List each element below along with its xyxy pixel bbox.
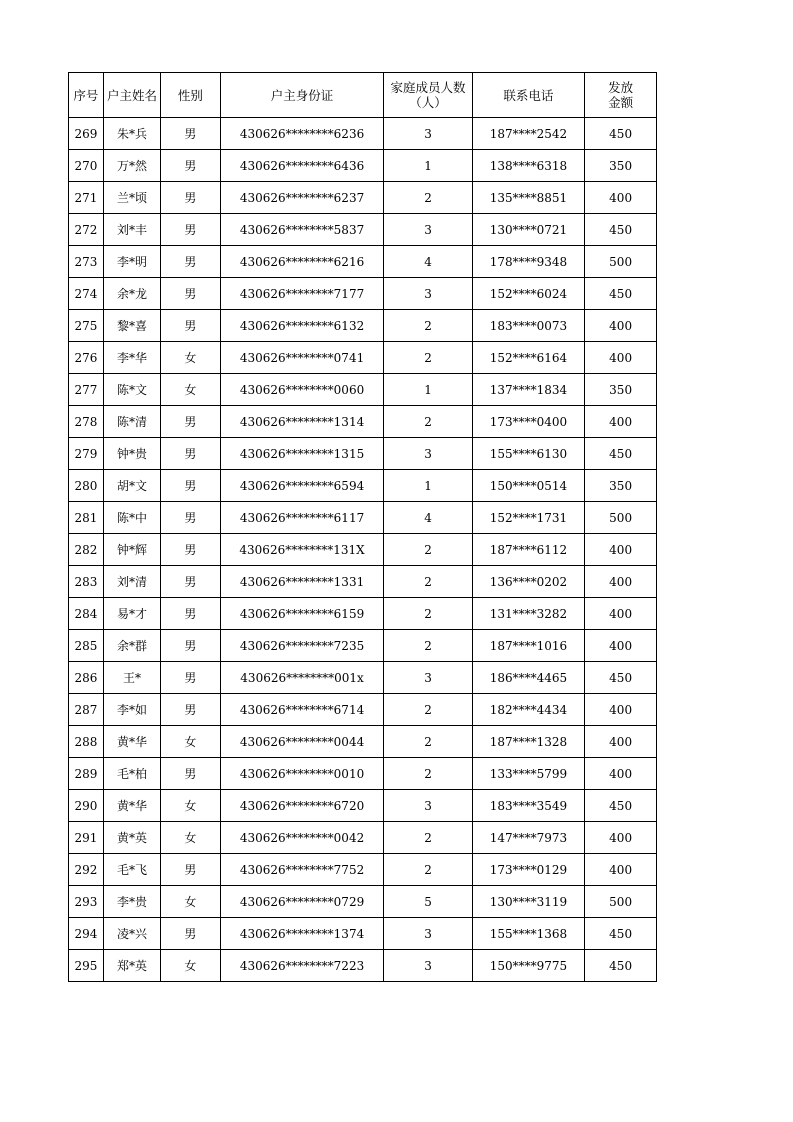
cell-seq: 276 — [69, 342, 104, 374]
table-row — [69, 502, 657, 534]
cell-amount: 450 — [585, 662, 657, 694]
header-row — [69, 73, 657, 118]
cell-amount: 400 — [585, 310, 657, 342]
cell-seq: 283 — [69, 566, 104, 598]
cell-amount: 400 — [585, 726, 657, 758]
cell-seq: 293 — [69, 886, 104, 918]
cell-id-card: 430626********0044 — [220, 726, 384, 758]
cell-seq: 286 — [69, 662, 104, 694]
table-row — [69, 278, 657, 310]
cell-phone: 150****0514 — [472, 470, 585, 502]
cell-seq: 277 — [69, 374, 104, 406]
cell-members: 2 — [384, 758, 472, 790]
cell-phone: 155****1368 — [472, 918, 585, 950]
cell-gender: 女 — [161, 726, 220, 758]
cell-name: 钟*辉 — [103, 534, 160, 566]
cell-members: 1 — [384, 374, 472, 406]
cell-phone: 136****0202 — [472, 566, 585, 598]
cell-phone: 152****6024 — [472, 278, 585, 310]
cell-seq: 284 — [69, 598, 104, 630]
cell-gender: 女 — [161, 342, 220, 374]
cell-gender: 男 — [161, 854, 220, 886]
cell-id-card: 430626********6594 — [220, 470, 384, 502]
cell-amount: 400 — [585, 694, 657, 726]
cell-phone: 173****0129 — [472, 854, 585, 886]
cell-name: 陈*中 — [103, 502, 160, 534]
cell-members: 5 — [384, 886, 472, 918]
cell-members: 3 — [384, 214, 472, 246]
cell-members: 2 — [384, 310, 472, 342]
cell-name: 黎*喜 — [103, 310, 160, 342]
cell-gender: 男 — [161, 438, 220, 470]
table-row — [69, 886, 657, 918]
table-row — [69, 182, 657, 214]
cell-amount: 450 — [585, 950, 657, 982]
cell-amount: 400 — [585, 598, 657, 630]
cell-name: 兰*顷 — [103, 182, 160, 214]
cell-members: 3 — [384, 662, 472, 694]
cell-name: 胡*文 — [103, 470, 160, 502]
cell-members: 2 — [384, 822, 472, 854]
cell-phone: 182****4434 — [472, 694, 585, 726]
cell-seq: 272 — [69, 214, 104, 246]
cell-seq: 273 — [69, 246, 104, 278]
table-row — [69, 438, 657, 470]
table-row — [69, 310, 657, 342]
cell-members: 1 — [384, 150, 472, 182]
table-row — [69, 822, 657, 854]
table-row — [69, 694, 657, 726]
table-row — [69, 950, 657, 982]
cell-members: 2 — [384, 406, 472, 438]
cell-members: 4 — [384, 246, 472, 278]
cell-name: 毛*飞 — [103, 854, 160, 886]
cell-name: 郑*英 — [103, 950, 160, 982]
cell-members: 3 — [384, 950, 472, 982]
cell-gender: 男 — [161, 118, 220, 150]
header-amount-line1: 发放 — [608, 80, 634, 95]
cell-name: 余*龙 — [103, 278, 160, 310]
cell-phone: 135****8851 — [472, 182, 585, 214]
cell-amount: 400 — [585, 342, 657, 374]
table-row — [69, 630, 657, 662]
cell-members: 4 — [384, 502, 472, 534]
cell-name: 黄*华 — [103, 790, 160, 822]
cell-gender: 男 — [161, 694, 220, 726]
header-amount — [585, 73, 657, 118]
cell-gender: 男 — [161, 598, 220, 630]
cell-amount: 400 — [585, 182, 657, 214]
cell-name: 黄*英 — [103, 822, 160, 854]
cell-name: 黄*华 — [103, 726, 160, 758]
cell-members: 2 — [384, 566, 472, 598]
cell-id-card: 430626********1314 — [220, 406, 384, 438]
cell-phone: 130****0721 — [472, 214, 585, 246]
cell-members: 3 — [384, 278, 472, 310]
header-gender: 性别 — [161, 73, 220, 118]
cell-seq: 274 — [69, 278, 104, 310]
table-row — [69, 758, 657, 790]
cell-gender: 男 — [161, 534, 220, 566]
cell-id-card: 430626********6132 — [220, 310, 384, 342]
cell-name: 钟*贵 — [103, 438, 160, 470]
cell-members: 3 — [384, 118, 472, 150]
table-row — [69, 598, 657, 630]
cell-id-card: 430626********1315 — [220, 438, 384, 470]
cell-phone: 130****3119 — [472, 886, 585, 918]
cell-amount: 450 — [585, 278, 657, 310]
cell-amount: 400 — [585, 630, 657, 662]
cell-seq: 281 — [69, 502, 104, 534]
header-members — [384, 73, 472, 118]
cell-name: 易*才 — [103, 598, 160, 630]
header-id-card: 户主身份证 — [220, 73, 384, 118]
table-row — [69, 566, 657, 598]
cell-phone: 173****0400 — [472, 406, 585, 438]
cell-phone: 186****4465 — [472, 662, 585, 694]
table-row — [69, 406, 657, 438]
table-row — [69, 854, 657, 886]
cell-seq: 275 — [69, 310, 104, 342]
cell-id-card: 430626********6436 — [220, 150, 384, 182]
cell-seq: 271 — [69, 182, 104, 214]
cell-phone: 152****6164 — [472, 342, 585, 374]
cell-gender: 男 — [161, 150, 220, 182]
cell-phone: 150****9775 — [472, 950, 585, 982]
cell-members: 2 — [384, 630, 472, 662]
cell-gender: 男 — [161, 758, 220, 790]
cell-id-card: 430626********0042 — [220, 822, 384, 854]
header-amount-line2: 金额 — [608, 95, 634, 110]
cell-phone: 183****0073 — [472, 310, 585, 342]
cell-amount: 450 — [585, 214, 657, 246]
cell-name: 王* — [103, 662, 160, 694]
cell-amount: 400 — [585, 534, 657, 566]
cell-amount: 400 — [585, 822, 657, 854]
cell-name: 李*如 — [103, 694, 160, 726]
cell-seq: 270 — [69, 150, 104, 182]
header-name: 户主姓名 — [103, 73, 160, 118]
subsidy-table — [68, 72, 657, 982]
table-row — [69, 374, 657, 406]
table-row — [69, 726, 657, 758]
cell-members: 3 — [384, 790, 472, 822]
cell-members: 2 — [384, 694, 472, 726]
cell-gender: 男 — [161, 630, 220, 662]
cell-phone: 178****9348 — [472, 246, 585, 278]
cell-id-card: 430626********1374 — [220, 918, 384, 950]
cell-phone: 133****5799 — [472, 758, 585, 790]
cell-gender: 女 — [161, 790, 220, 822]
cell-phone: 147****7973 — [472, 822, 585, 854]
cell-id-card: 430626********6159 — [220, 598, 384, 630]
cell-gender: 男 — [161, 310, 220, 342]
cell-phone: 155****6130 — [472, 438, 585, 470]
cell-amount: 350 — [585, 150, 657, 182]
cell-gender: 女 — [161, 950, 220, 982]
cell-id-card: 430626********0741 — [220, 342, 384, 374]
cell-id-card: 430626********6720 — [220, 790, 384, 822]
cell-seq: 294 — [69, 918, 104, 950]
cell-id-card: 430626********7177 — [220, 278, 384, 310]
cell-id-card: 430626********0060 — [220, 374, 384, 406]
cell-id-card: 430626********131X — [220, 534, 384, 566]
cell-amount: 500 — [585, 886, 657, 918]
cell-amount: 400 — [585, 758, 657, 790]
cell-amount: 400 — [585, 566, 657, 598]
cell-gender: 男 — [161, 214, 220, 246]
cell-seq: 290 — [69, 790, 104, 822]
cell-phone: 152****1731 — [472, 502, 585, 534]
header-members-line2: （人） — [409, 95, 447, 110]
table-header — [69, 73, 657, 118]
cell-id-card: 430626********7752 — [220, 854, 384, 886]
cell-name: 陈*清 — [103, 406, 160, 438]
cell-name: 朱*兵 — [103, 118, 160, 150]
cell-id-card: 430626********0010 — [220, 758, 384, 790]
cell-name: 刘*清 — [103, 566, 160, 598]
cell-members: 2 — [384, 854, 472, 886]
cell-seq: 278 — [69, 406, 104, 438]
cell-name: 万*然 — [103, 150, 160, 182]
cell-name: 陈*文 — [103, 374, 160, 406]
cell-members: 2 — [384, 342, 472, 374]
cell-amount: 450 — [585, 918, 657, 950]
cell-amount: 450 — [585, 438, 657, 470]
cell-name: 刘*丰 — [103, 214, 160, 246]
cell-seq: 279 — [69, 438, 104, 470]
cell-gender: 男 — [161, 406, 220, 438]
cell-gender: 男 — [161, 278, 220, 310]
cell-gender: 男 — [161, 566, 220, 598]
cell-members: 3 — [384, 438, 472, 470]
cell-phone: 183****3549 — [472, 790, 585, 822]
cell-id-card: 430626********6216 — [220, 246, 384, 278]
cell-gender: 男 — [161, 182, 220, 214]
cell-id-card: 430626********6236 — [220, 118, 384, 150]
cell-members: 1 — [384, 470, 472, 502]
cell-gender: 男 — [161, 918, 220, 950]
cell-seq: 282 — [69, 534, 104, 566]
cell-gender: 男 — [161, 502, 220, 534]
cell-phone: 187****6112 — [472, 534, 585, 566]
cell-members: 3 — [384, 918, 472, 950]
table-row — [69, 662, 657, 694]
cell-id-card: 430626********0729 — [220, 886, 384, 918]
table-row — [69, 118, 657, 150]
cell-id-card: 430626********7223 — [220, 950, 384, 982]
cell-members: 2 — [384, 598, 472, 630]
cell-phone: 187****2542 — [472, 118, 585, 150]
cell-name: 凌*兴 — [103, 918, 160, 950]
cell-name: 余*群 — [103, 630, 160, 662]
table-row — [69, 918, 657, 950]
cell-amount: 500 — [585, 246, 657, 278]
cell-seq: 285 — [69, 630, 104, 662]
cell-id-card: 430626********1331 — [220, 566, 384, 598]
cell-id-card: 430626********6117 — [220, 502, 384, 534]
cell-id-card: 430626********6714 — [220, 694, 384, 726]
cell-name: 李*明 — [103, 246, 160, 278]
header-phone: 联系电话 — [472, 73, 585, 118]
cell-amount: 350 — [585, 470, 657, 502]
cell-phone: 187****1328 — [472, 726, 585, 758]
cell-amount: 400 — [585, 406, 657, 438]
cell-name: 李*华 — [103, 342, 160, 374]
cell-phone: 138****6318 — [472, 150, 585, 182]
cell-gender: 男 — [161, 470, 220, 502]
table-row — [69, 470, 657, 502]
table-row — [69, 790, 657, 822]
cell-amount: 400 — [585, 854, 657, 886]
cell-seq: 287 — [69, 694, 104, 726]
cell-name: 李*贵 — [103, 886, 160, 918]
cell-id-card: 430626********6237 — [220, 182, 384, 214]
cell-seq: 292 — [69, 854, 104, 886]
cell-amount: 450 — [585, 790, 657, 822]
cell-seq: 269 — [69, 118, 104, 150]
cell-seq: 291 — [69, 822, 104, 854]
cell-members: 2 — [384, 534, 472, 566]
cell-amount: 350 — [585, 374, 657, 406]
table-row — [69, 342, 657, 374]
cell-phone: 131****3282 — [472, 598, 585, 630]
header-members-line1: 家庭成员人数 — [390, 80, 466, 95]
table-row — [69, 246, 657, 278]
cell-phone: 187****1016 — [472, 630, 585, 662]
cell-gender: 女 — [161, 886, 220, 918]
cell-seq: 288 — [69, 726, 104, 758]
cell-seq: 289 — [69, 758, 104, 790]
cell-id-card: 430626********001x — [220, 662, 384, 694]
cell-gender: 男 — [161, 662, 220, 694]
cell-name: 毛*柏 — [103, 758, 160, 790]
cell-gender: 男 — [161, 246, 220, 278]
table-row — [69, 150, 657, 182]
table-body — [69, 118, 657, 982]
cell-members: 2 — [384, 182, 472, 214]
cell-phone: 137****1834 — [472, 374, 585, 406]
cell-amount: 500 — [585, 502, 657, 534]
cell-seq: 295 — [69, 950, 104, 982]
cell-gender: 女 — [161, 374, 220, 406]
cell-id-card: 430626********7235 — [220, 630, 384, 662]
cell-amount: 450 — [585, 118, 657, 150]
cell-seq: 280 — [69, 470, 104, 502]
cell-id-card: 430626********5837 — [220, 214, 384, 246]
cell-gender: 女 — [161, 822, 220, 854]
header-seq: 序号 — [69, 73, 104, 118]
cell-members: 2 — [384, 726, 472, 758]
table-row — [69, 214, 657, 246]
table-row — [69, 534, 657, 566]
